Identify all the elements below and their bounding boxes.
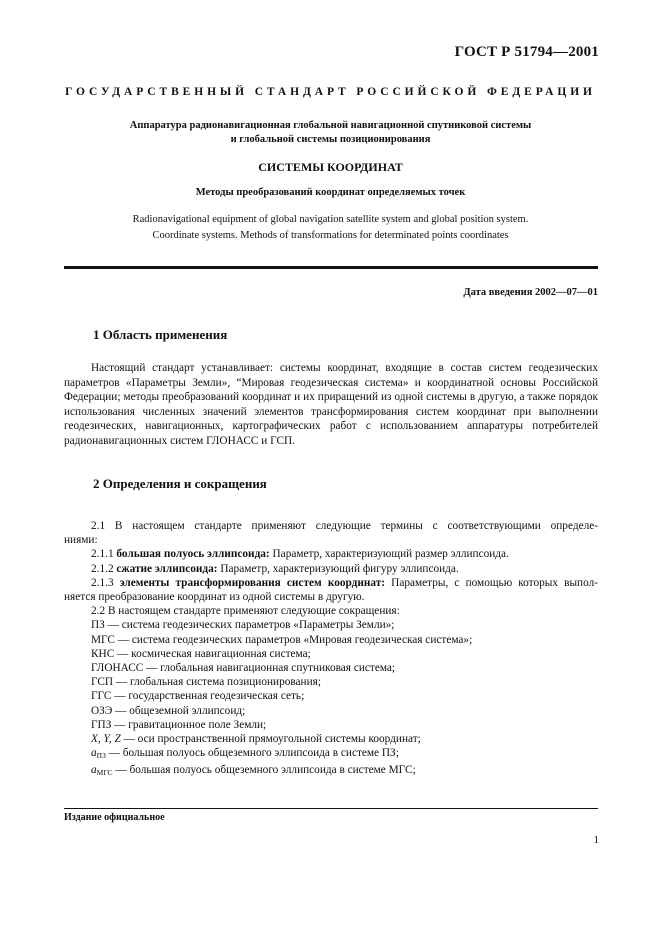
clause-2-1-line2: ниями: bbox=[64, 534, 98, 547]
symbol-definition: — оси пространственной прямоугольной системы координат; bbox=[120, 733, 421, 746]
abbreviation-item: КНС — космическая навигационная система; bbox=[91, 647, 311, 660]
title-ru bbox=[60, 119, 601, 147]
term-name: элементы трансформирования систем координат: bbox=[119, 576, 386, 589]
abbreviation-item: ГЛОНАСС — глобальная навигационная спутниковая система; bbox=[91, 662, 396, 675]
symbol: a bbox=[91, 747, 97, 760]
term-definition: Параметр, характеризующий фигуру эллипсоида. bbox=[217, 562, 459, 575]
term-definition: Параметры, с помощью которых выпол- bbox=[385, 576, 598, 589]
abbreviation-item: ГГС — государственная геодезическая сеть; bbox=[91, 690, 305, 703]
symbol-subscript: МГС bbox=[96, 768, 113, 778]
abbreviation-item: ПЗ — система геодезических параметров «Параметры Земли»; bbox=[91, 619, 395, 632]
abbreviation-item: МГС — система геодезических параметров «Мировая геодезическая система»; bbox=[91, 633, 473, 646]
edition-label: Издание официальное bbox=[64, 812, 165, 823]
title-block bbox=[60, 119, 601, 244]
abbreviation-item: ГСП — глобальная система позиционирования; bbox=[91, 676, 321, 689]
term-number: 2.1.3 bbox=[91, 576, 114, 589]
term-2-1-1 bbox=[64, 547, 598, 561]
section-2-heading: 2 Определения и сокращения bbox=[93, 476, 267, 491]
title-en-line2: Coordinate systems. Methods of transformations for determinated points coordinates bbox=[152, 230, 509, 241]
symbol-item-a-mgs bbox=[64, 763, 598, 780]
standard-code: ГОСТ Р 51794—2001 bbox=[454, 44, 599, 60]
title-en-line1: Radionavigational equipment of global navigation satellite system and global position system. bbox=[132, 214, 529, 225]
section-2-body bbox=[64, 519, 598, 781]
term-name: большая полуось эллипсоида: bbox=[116, 548, 270, 561]
introduction-date: Дата введения 2002—07—01 bbox=[463, 287, 598, 298]
symbol: X, Y, Z bbox=[91, 733, 121, 746]
symbol-subscript: ПЗ bbox=[96, 751, 106, 761]
title-divider bbox=[64, 266, 598, 269]
abbreviation-item: ГПЗ — гравитационное поле Земли; bbox=[91, 718, 267, 731]
section-1-heading: 1 Область применения bbox=[93, 327, 228, 342]
symbol-definition: — большая полуось общеземного эллипсоида в системе ПЗ; bbox=[105, 747, 399, 760]
title-ru-line2: и глобальной системы позиционирования bbox=[230, 134, 431, 145]
term-number: 2.1.1 bbox=[91, 548, 114, 561]
symbol-definition: — большая полуось общеземного эллипсоида в системе МГС; bbox=[112, 764, 416, 777]
state-standard-heading: ГОСУДАРСТВЕННЫЙ СТАНДАРТ РОССИЙСКОЙ ФЕДЕРАЦИИ bbox=[65, 86, 596, 98]
section-1-text: Настоящий стандарт устанавливает: системы координат, входящие в состав систем геодезических параметров «Параметры Земли», “Мировая геодезическая система» и координатной основы Российской Федерации; методы преобразований координат и их приращений из одной системы в другую, а также порядок использования численных значений элементов трансформирования систем координат при выполнении геодезических, навигационных, картографических работ с использованием аппаратуры потребителей радионавигационных систем ГЛОНАСС и ГСП. bbox=[64, 362, 598, 447]
term-2-1-2 bbox=[64, 562, 598, 576]
title-sub: Методы преобразований координат определяемых точек bbox=[195, 187, 466, 198]
page-number: 1 bbox=[593, 834, 599, 846]
title-en bbox=[60, 212, 601, 244]
term-definition: Параметр, характеризующий размер эллипсоида. bbox=[269, 548, 509, 561]
term-2-1-3 bbox=[64, 576, 598, 590]
abbreviation-item: ОЗЭ — общеземной эллипсоид; bbox=[91, 704, 246, 717]
clause-2-1-line1: 2.1 В настоящем стандарте применяют следующие термины с соответствующими определе- bbox=[91, 520, 598, 532]
term-2-1-3-continuation: няется преобразование координат из одной системы в другую. bbox=[64, 591, 365, 604]
title-main: СИСТЕМЫ КООРДИНАТ bbox=[258, 160, 403, 174]
footer-divider bbox=[64, 808, 598, 809]
term-number: 2.1.2 bbox=[91, 562, 114, 575]
term-name: сжатие эллипсоида: bbox=[116, 562, 218, 575]
symbol: a bbox=[91, 764, 97, 777]
title-ru-line1: Аппаратура радионавигационная глобальной навигационной спутниковой системы bbox=[129, 120, 532, 131]
clause-2-2: 2.2 В настоящем стандарте применяют следующие сокращения: bbox=[91, 605, 400, 618]
symbol-item-xyz bbox=[64, 732, 598, 746]
symbol-item-a-pz bbox=[64, 746, 598, 763]
